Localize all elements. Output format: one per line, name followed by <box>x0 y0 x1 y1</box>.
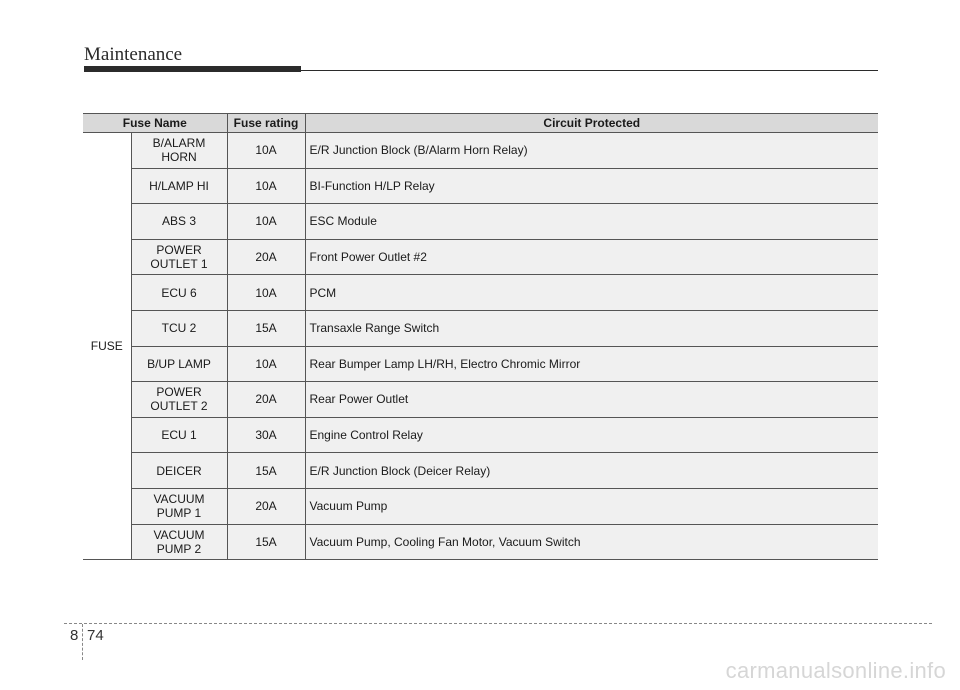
fuse-name-cell: B/UP LAMP <box>131 346 227 382</box>
fuse-rating-cell: 15A <box>227 453 305 489</box>
fuse-name-cell: POWER OUTLET 2 <box>131 382 227 418</box>
table-row <box>83 417 878 453</box>
fuse-rating-cell: 10A <box>227 204 305 240</box>
fuse-rating-cell: 20A <box>227 488 305 524</box>
circuit-cell: Rear Bumper Lamp LH/RH, Electro Chromic Mirror <box>305 346 878 382</box>
table-row <box>83 488 878 524</box>
fuse-name-cell: B/ALARM HORN <box>131 133 227 169</box>
table-row <box>83 346 878 382</box>
page-section-title: Maintenance <box>84 44 183 65</box>
fuse-name-cell: ECU 1 <box>131 417 227 453</box>
table-row <box>83 204 878 240</box>
table-row <box>83 310 878 346</box>
fuse-rating-cell: 30A <box>227 417 305 453</box>
fuse-table-body <box>83 133 878 560</box>
fuse-rating-cell: 15A <box>227 310 305 346</box>
header-rule <box>301 70 878 71</box>
fuse-group-label: FUSE <box>83 133 131 560</box>
circuit-cell: ESC Module <box>305 204 878 240</box>
watermark: carmanualsonline.info <box>725 658 946 683</box>
circuit-cell: Engine Control Relay <box>305 417 878 453</box>
table-row <box>83 524 878 560</box>
chapter-number: 8 <box>70 627 79 644</box>
fuse-rating-cell: 20A <box>227 239 305 275</box>
circuit-cell: Vacuum Pump <box>305 488 878 524</box>
table-row <box>83 168 878 204</box>
header-bar <box>84 66 301 72</box>
fuse-name-cell: VACUUM PUMP 2 <box>131 524 227 560</box>
circuit-cell: E/R Junction Block (B/Alarm Horn Relay) <box>305 133 878 169</box>
fuse-name-cell: VACUUM PUMP 1 <box>131 488 227 524</box>
circuit-cell: Rear Power Outlet <box>305 382 878 418</box>
fuse-name-cell: ECU 6 <box>131 275 227 311</box>
fuse-rating-cell: 20A <box>227 382 305 418</box>
circuit-cell: Transaxle Range Switch <box>305 310 878 346</box>
table-row <box>83 275 878 311</box>
table-row <box>83 133 878 169</box>
footer-rule <box>64 623 932 624</box>
fuse-rating-cell: 10A <box>227 275 305 311</box>
fuse-rating-cell: 10A <box>227 168 305 204</box>
column-header-fuse-name: Fuse Name <box>83 114 227 133</box>
fuse-name-cell: TCU 2 <box>131 310 227 346</box>
fuse-rating-cell: 10A <box>227 133 305 169</box>
column-header-circuit: Circuit Protected <box>305 114 878 133</box>
table-row <box>83 382 878 418</box>
footer-divider <box>82 624 83 660</box>
table-header-row <box>83 114 878 133</box>
fuse-name-cell: H/LAMP HI <box>131 168 227 204</box>
table-row <box>83 453 878 489</box>
page-number: 74 <box>87 627 104 644</box>
fuse-name-cell: POWER OUTLET 1 <box>131 239 227 275</box>
circuit-cell: Front Power Outlet #2 <box>305 239 878 275</box>
circuit-cell: Vacuum Pump, Cooling Fan Motor, Vacuum Switch <box>305 524 878 560</box>
fuse-name-cell: DEICER <box>131 453 227 489</box>
column-header-fuse-rating: Fuse rating <box>227 114 305 133</box>
circuit-cell: PCM <box>305 275 878 311</box>
fuse-table <box>83 113 878 560</box>
circuit-cell: BI-Function H/LP Relay <box>305 168 878 204</box>
fuse-rating-cell: 15A <box>227 524 305 560</box>
circuit-cell: E/R Junction Block (Deicer Relay) <box>305 453 878 489</box>
fuse-rating-cell: 10A <box>227 346 305 382</box>
table-row <box>83 239 878 275</box>
fuse-name-cell: ABS 3 <box>131 204 227 240</box>
